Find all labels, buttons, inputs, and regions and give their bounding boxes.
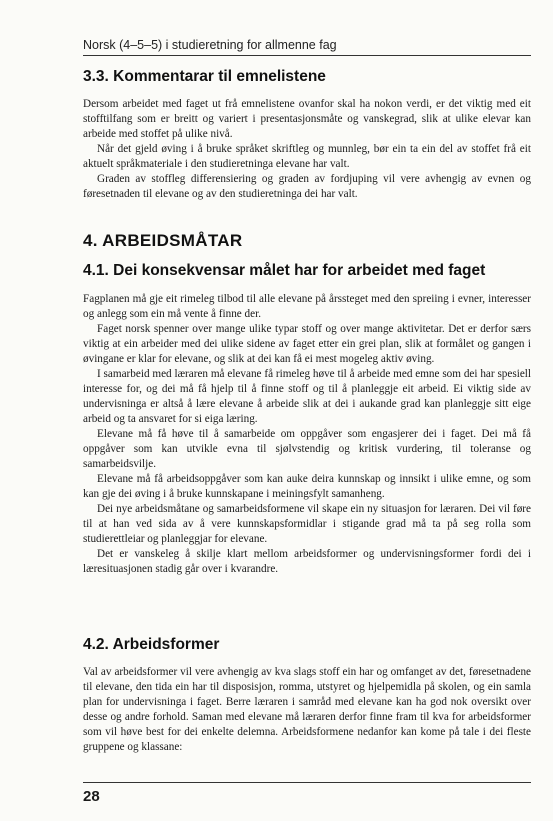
page-number: 28 bbox=[83, 788, 100, 805]
paragraph: Når det gjeld øving i å bruke språket skriftleg og munnleg, bør ein ta ein del av stoffet frå eit aktuelt språkmateriale i den studieretninga elevane har valt. bbox=[83, 143, 531, 170]
section-4-2-heading: 4.2. Arbeidsformer bbox=[83, 636, 220, 653]
paragraph: Elevane må få høve til å samarbeide om oppgåver som engasjerer dei i faget. Dei må få oppgåver som kan utvikle evna til sjølvstendig og kritisk vurdering, til toleranse og samarbeidsvilje. bbox=[83, 428, 531, 470]
paragraph: Elevane må få arbeidsoppgåver som kan auke deira kunnskap og innsikt i ulike emne, og som kan gje dei øving i å bruke kunnskapane i meiningsfylt samanheng. bbox=[83, 473, 531, 500]
paragraph: Val av arbeidsformer vil vere avhengig av kva slags stoff ein har og omfanget av det, føresetnadene til elevane, den tida ein har til disposisjon, romma, utstyret og hjelpemidla på skolen, og ein samla plan for undervisninga i faget. Berre læraren i samråd med elevane kan ha god nok oversikt over desse og andre forhold. Saman med elevane må læraren derfor finne fram til kva for arbeidsformer som vil høve best for dei enkelte delemna. Arbeidsformene nedanfor kan kome på tale i dei fleste gruppene og klassane: bbox=[83, 666, 531, 753]
chapter-4-heading: 4. ARBEIDSMÅTAR bbox=[83, 231, 243, 250]
section-3-3-heading: 3.3. Kommentarar til emnelistene bbox=[83, 68, 326, 85]
paragraph: Dei nye arbeidsmåtane og samarbeidsformene vil skape ein ny situasjon for læraren. Dei vil føre til at han ved sida av å vere kunnskapsformidlar i stigande grad må ta på seg rolla som studierettleiar og planleggjar for elevane. bbox=[83, 503, 531, 545]
section-4-1-body bbox=[83, 292, 531, 577]
paragraph: Faget norsk spenner over mange ulike typar stoff og over mange aktivitetar. Det er derfor særs viktig at ein arbeider med dei ulike sidene av faget etter ein grei plan, slik at formålet og gangen i øvingane er klar for elevane, og slik at dei kan få ei mest mogeleg aktiv øving. bbox=[83, 323, 531, 365]
paragraph: I samarbeid med læraren må elevane få rimeleg høve til å arbeide med emne som dei har spesiell interesse for, og dei må få hjelp til å finne stoff og til å planleggje eit arbeid. Ei viktig side av undervisninga er altså å lære elevane å arbeide slik at dei i aukande grad kan planleggje sitt eige arbeid og ta ansvaret for si eiga læring. bbox=[83, 368, 531, 425]
footer-rule bbox=[83, 782, 531, 783]
paragraph: Det er vanskeleg å skilje klart mellom arbeidsformer og undervisningsformer fordi dei i læresituasjonen stadig går over i kvarandre. bbox=[83, 548, 531, 575]
running-head: Norsk (4–5–5) i studieretning for allmenne fag bbox=[83, 38, 337, 52]
paragraph: Graden av stoffleg differensiering og graden av fordjuping vil vere avhengig av evnen og føresetnaden til elevane og av den studieretninga dei har valt. bbox=[83, 173, 531, 200]
section-4-1-heading: 4.1. Dei konsekvensar målet har for arbeidet med faget bbox=[83, 262, 486, 279]
paragraph: Fagplanen må gje eit rimeleg tilbod til alle elevane på årssteget med den spreiing i evner, interesser og anlegg som ein må vente å finne der. bbox=[83, 293, 531, 320]
section-4-2-body bbox=[83, 665, 531, 755]
paragraph: Dersom arbeidet med faget ut frå emnelistene ovanfor skal ha nokon verdi, er det viktig med eit stofftilfang som er breitt og variert i presentasjonsmåte og vanskegrad, slik at ulike elevar kan arbeide med stoffet på ulike nivå. bbox=[83, 98, 531, 140]
header-rule bbox=[83, 55, 531, 56]
section-3-3-body bbox=[83, 97, 531, 202]
